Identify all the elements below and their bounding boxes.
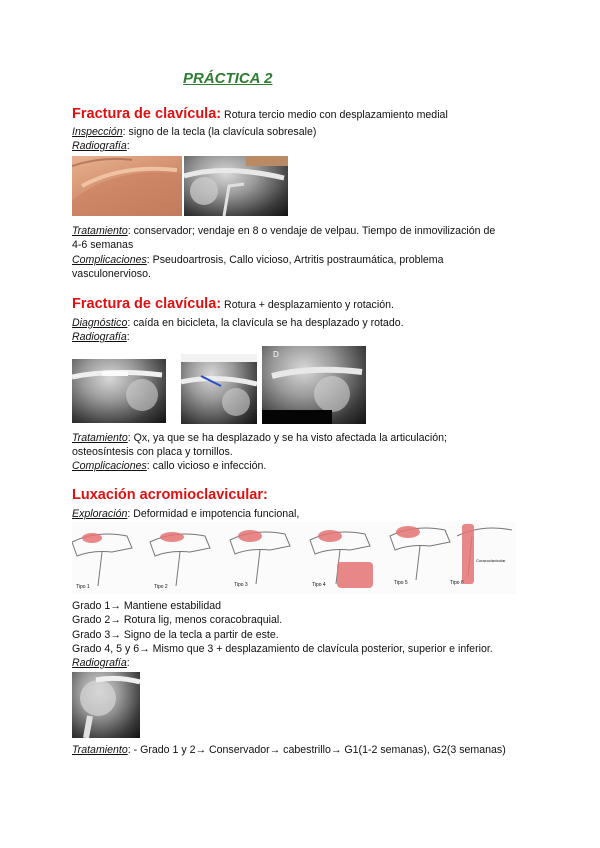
radiografia-colon-3: :: [126, 657, 130, 669]
section2-complicaciones: [72, 460, 266, 473]
section2-diagnostico: [72, 317, 404, 330]
section2-tratamiento-1: [72, 432, 447, 445]
clavicle-xray-4: [262, 346, 366, 424]
section2-tratamiento-2: osteosíntesis con placa y tornillos.: [72, 446, 233, 458]
page-title: PRÁCTICA 2: [183, 70, 273, 87]
diagram-label-tipo2: Tipo 2: [154, 584, 168, 590]
diagram-label-tipo6: Tipo 6: [450, 580, 464, 586]
tratamiento-text-2a: : Qx, ya que se ha desplazado y se ha visto afectada la articulación;: [127, 432, 447, 444]
section3-exploracion: [72, 508, 299, 521]
clavicle-xray-1: [184, 156, 288, 216]
section1-heading: Fractura de clavícula:: [72, 106, 222, 122]
section1-tratamiento-2: 4-6 semanas: [72, 239, 134, 251]
acromioclavicular-diagram: [72, 522, 516, 594]
clavicle-xray-2-drawing: [72, 359, 166, 423]
clavicle-photo-1: [72, 156, 182, 216]
exploracion-text: : Deformidad e impotencia funcional,: [127, 508, 300, 520]
radiografia-label-3: Radiografía: [72, 657, 127, 669]
section2-heading: Fractura de clavícula:: [72, 296, 222, 312]
radiografia-colon-2: :: [126, 331, 130, 343]
diagram-label-tipo4: Tipo 4: [312, 582, 326, 588]
section2-heading-desc: Rotura + desplazamiento y rotación.: [221, 299, 394, 311]
diagnostico-label: Diagnóstico: [72, 317, 128, 329]
exploracion-label: Exploración: [72, 508, 128, 520]
radiografia-colon: :: [126, 140, 130, 152]
section3-tratamiento: [72, 744, 506, 757]
grado-456: Grado 4, 5 y 6→ Mismo que 3 + desplazamiento de clavícula posterior, superior e inferior.: [72, 643, 493, 655]
tratamiento-text-1: : conservador; vendaje en 8 o vendaje de velpau. Tiempo de inmovilización de: [127, 225, 496, 237]
section1-complicaciones-1: [72, 254, 444, 267]
section1-tratamiento-1: [72, 225, 495, 238]
diagram-label-tipo1: Tipo 1: [76, 584, 90, 590]
grado-2: Grado 2→ Rotura lig, menos coracobraquial.: [72, 614, 283, 626]
section1-radiografia: [72, 140, 130, 153]
grado-3: Grado 3→ Signo de la tecla a partir de este.: [72, 629, 279, 641]
xray-side-letter: D: [273, 350, 279, 359]
section1-heading-desc: Rotura tercio medio con desplazamiento medial: [221, 109, 448, 121]
complicaciones-text-1: : Pseudoartrosis, Callo vicioso, Artritis postraumática, problema: [146, 254, 444, 266]
clavicle-xray-1-drawing: [184, 156, 288, 216]
acromioclavicular-xray-drawing: [72, 672, 140, 738]
section1-heading-line: [72, 108, 448, 122]
clavicle-xray-2: [72, 359, 166, 423]
radiografia-label-2: Radiografía: [72, 331, 127, 343]
tratamiento-label-3: Tratamiento: [72, 744, 128, 756]
tratamiento-label: Tratamiento: [72, 225, 128, 237]
complicaciones-label-2: Complicaciones: [72, 460, 147, 472]
clavicle-xray-3-drawing: [181, 354, 257, 424]
diagram-label-extra: Coracoclavicular: [476, 558, 506, 563]
section3-heading: Luxación acromioclavicular:: [72, 487, 268, 503]
section3-heading-line: [72, 489, 268, 503]
section2-heading-line: [72, 298, 394, 312]
diagnostico-text: : caída en bicicleta, la clavícula se ha desplazado y rotado.: [127, 317, 404, 329]
clavicle-xray-3: [181, 354, 257, 424]
section1-complicaciones-2: vasculonervioso.: [72, 268, 151, 280]
section2-radiografia: [72, 331, 130, 344]
grado-1: Grado 1→ Mantiene estabilidad: [72, 600, 221, 612]
radiografia-label: Radiografía: [72, 140, 127, 152]
complicaciones-text-2: : callo vicioso e infección.: [146, 460, 267, 472]
tratamiento-text-3: : - Grado 1 y 2→ Conservador→ cabestrillo→ G1(1-2 semanas), G2(3 semanas): [127, 744, 506, 756]
inspeccion-text: : signo de la tecla (la clavícula sobresale): [122, 126, 317, 138]
section3-radiografia: [72, 657, 130, 670]
diagram-label-tipo5: Tipo 5: [394, 580, 408, 586]
diagram-label-tipo3: Tipo 3: [234, 582, 248, 588]
acromioclavicular-xray: [72, 672, 140, 738]
section1-inspeccion: [72, 126, 316, 139]
tratamiento-label-2: Tratamiento: [72, 432, 128, 444]
inspeccion-label: Inspección: [72, 126, 123, 138]
complicaciones-label: Complicaciones: [72, 254, 147, 266]
clavicle-photo-1-drawing: [72, 156, 182, 216]
